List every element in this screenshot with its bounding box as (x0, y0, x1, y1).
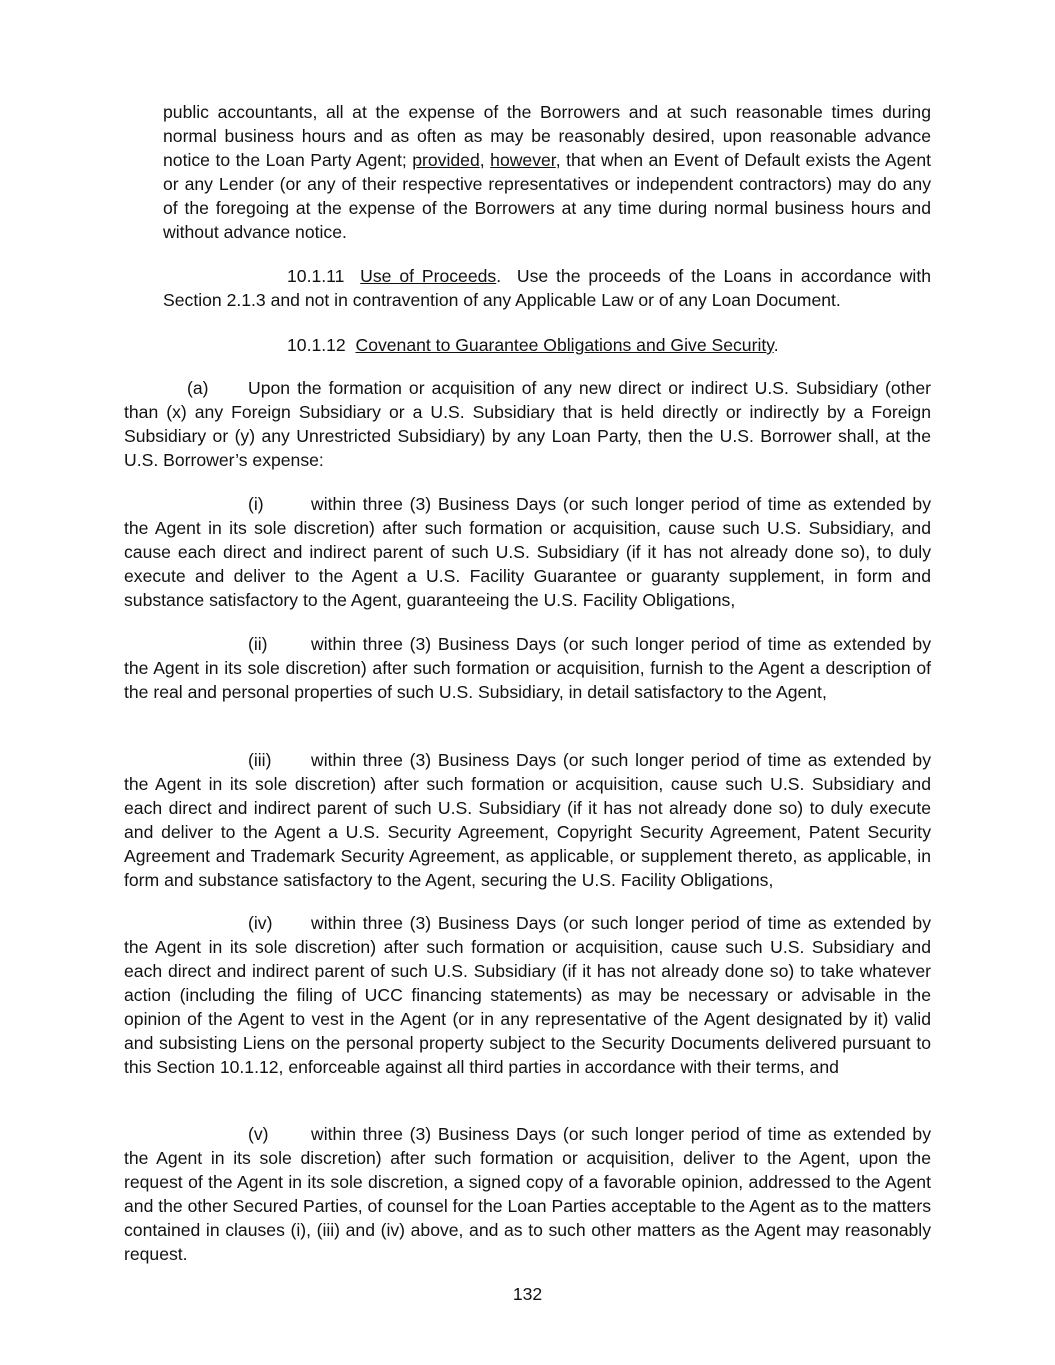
however-term: however (490, 150, 556, 170)
item-label: (ii) (248, 634, 268, 654)
section-heading: Covenant to Guarantee Obligations and Give Security (355, 335, 774, 355)
section-10-1-11 (163, 264, 931, 312)
list-item (124, 632, 931, 704)
clause-label: (a) (187, 378, 209, 398)
item-label: (iii) (248, 750, 272, 770)
item-text: within three (3) Business Days (or such longer period of time as extended by the Agent in its sole discretion) after such formation or acquisition, cause such U.S. Subsidiary, and cause each direct and indirect parent of such U.S. Subsidiary (if it has not already done so), to duly execute and deliver to the Agent a U.S. Facility Guarantee or guaranty supplement, in form and substance satisfactory to the Agent, guaranteeing the U.S. Facility Obligations, (124, 494, 931, 610)
intro-sep: , (479, 150, 491, 170)
list-item (124, 748, 931, 892)
clause-text: Upon the formation or acquisition of any new direct or indirect U.S. Subsidiary (other than (x) any Foreign Subsidiary or a U.S. Subsidiary that is held directly or indirectly by a Foreign Subsidiary or (y) any Unrestricted Subsidiary) by any Loan Party, then the U.S. Borrower shall, at the U.S. Borrower’s expense: (124, 378, 931, 470)
list-item (124, 911, 931, 1079)
item-text: within three (3) Business Days (or such longer period of time as extended by the Agent in its sole discretion) after such formation or acquisition, furnish to the Agent a description of the real and personal properties of such U.S. Subsidiary, in detail satisfactory to the Agent, (124, 634, 931, 702)
section-heading: Use of Proceeds (360, 266, 497, 286)
provided-term: provided (412, 150, 480, 170)
section-heading-punct: . (773, 335, 779, 355)
page-number: 132 (512, 1284, 543, 1304)
intro-paragraph (163, 100, 931, 244)
section-body: Use the proceeds of the Loans in accordance with Section 2.1.3 and not in contravention of any Applicable Law or of any Loan Document. (163, 266, 932, 310)
list-item (124, 1122, 931, 1266)
item-text: within three (3) Business Days (or such longer period of time as extended by the Agent in its sole discretion) after such formation or acquisition, cause such U.S. Subsidiary and each direct and indirect parent of such U.S. Subsidiary (if it has not already done so) to duly execute and deliver to the Agent a U.S. Security Agreement, Copyright Security Agreement, Patent Security Agreement and Trademark Security Agreement, as applicable, or supplement thereto, as applicable, in form and substance satisfactory to the Agent, securing the U.S. Facility Obligations, (124, 750, 931, 890)
section-number: 10.1.12 (287, 335, 346, 355)
section-10-1-12 (163, 333, 931, 357)
item-label: (iv) (248, 913, 273, 933)
section-heading-punct: . (496, 266, 502, 286)
item-text: within three (3) Business Days (or such longer period of time as extended by the Agent in its sole discretion) after such formation or acquisition, cause such U.S. Subsidiary and each direct and indirect parent of such U.S. Subsidiary (if it has not already done so) to take whatever action (including the filing of UCC financing statements) as may be necessary or advisable in the opinion of the Agent to vest in the Agent (or in any representative of the Agent designated by it) valid and subsisting Liens on the personal property subject to the Security Documents delivered pursuant to this Section 10.1.12, enforceable against all third parties in accordance with their terms, and (124, 913, 931, 1077)
item-label: (i) (248, 494, 264, 514)
clause-a (124, 376, 931, 472)
intro-text-1: public accountants, all at the expense of the Borrowers and at such reasonable times during normal business hours and as often as may be reasonably desired, upon reasonable advance notice to the Loan Party Agent; (163, 102, 931, 170)
list-item (124, 492, 931, 612)
item-label: (v) (248, 1124, 269, 1144)
item-text: within three (3) Business Days (or such longer period of time as extended by the Agent in its sole discretion) after such formation or acquisition, deliver to the Agent, upon the request of the Agent in its sole discretion, a signed copy of a favorable opinion, addressed to the Agent and the other Secured Parties, of counsel for the Loan Parties acceptable to the Agent as to the matters contained in clauses (i), (iii) and (iv) above, and as to such other matters as the Agent may reasonably request. (124, 1124, 931, 1264)
section-number: 10.1.11 (287, 266, 345, 286)
intro-text-2: , that when an Event of Default exists the Agent or any Lender (or any of their respective representatives or independent contractors) may do any of the foregoing at the expense of the Borrowers at any time during normal business hours and without advance notice. (163, 150, 931, 242)
